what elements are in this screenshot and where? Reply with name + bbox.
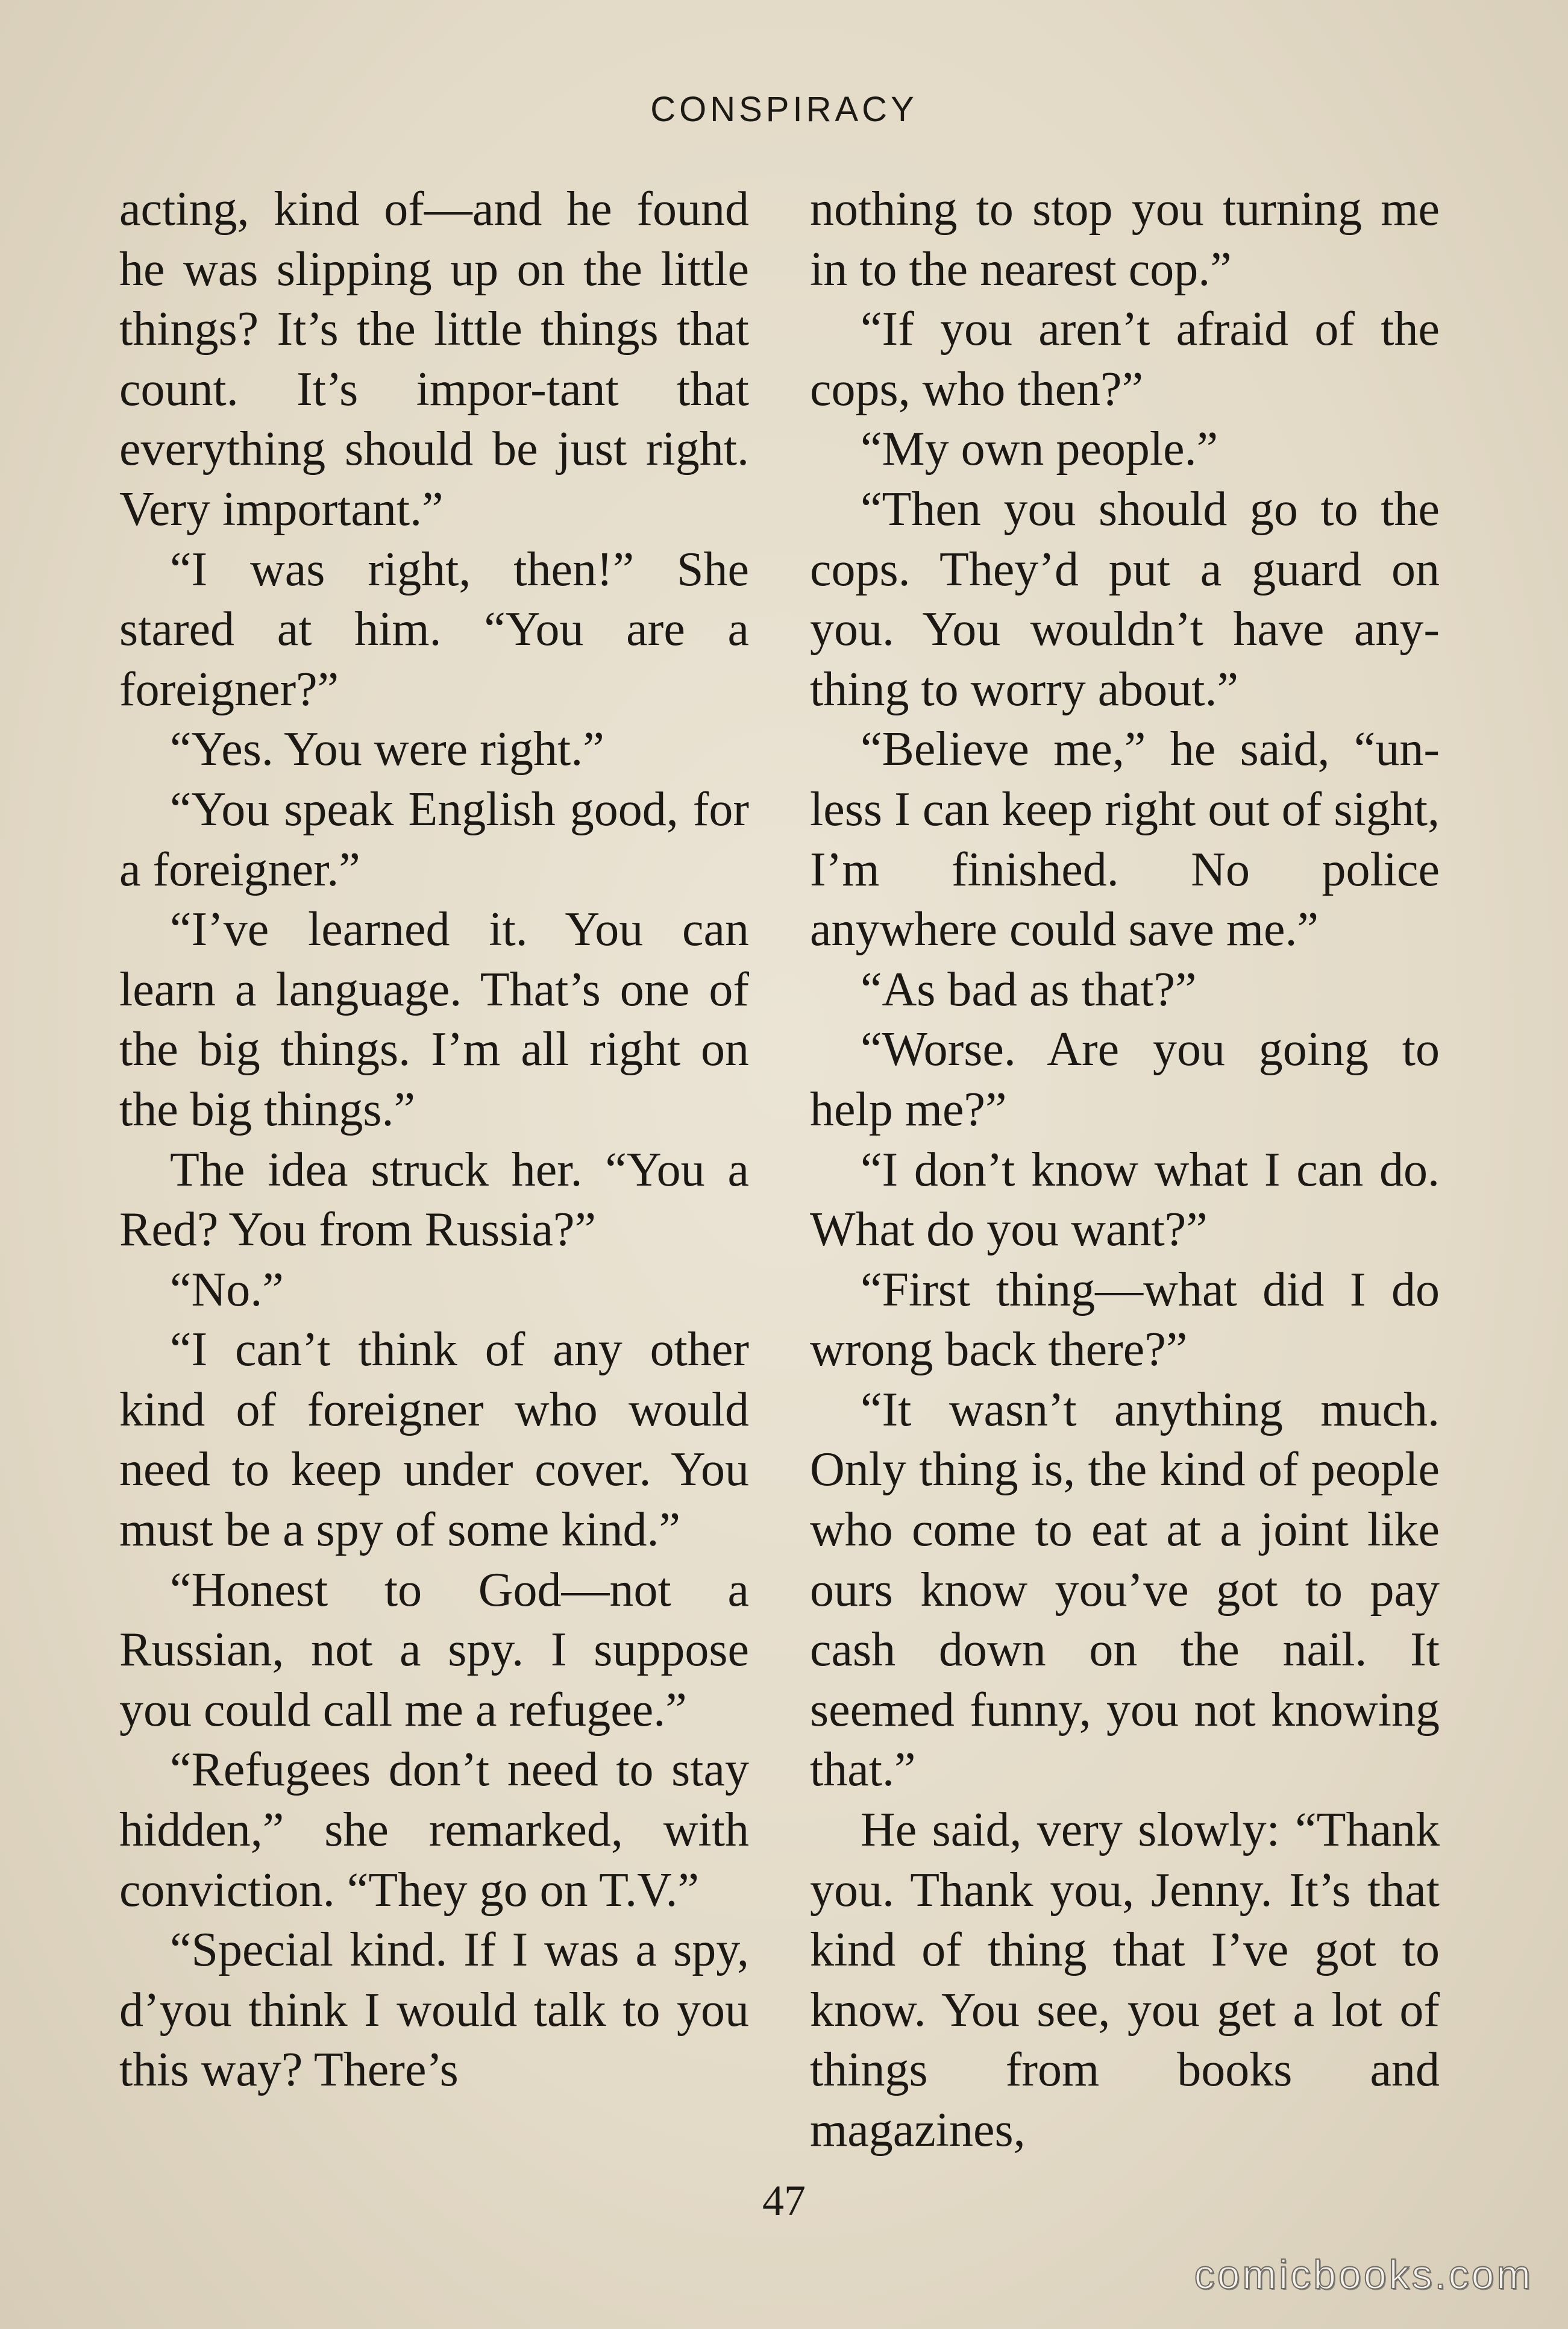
paragraph: “As bad as that?” bbox=[861, 963, 1197, 1016]
paragraph: “You speak English good, for a foreigner.” bbox=[119, 782, 749, 896]
paragraph: “Yes. You were right.” bbox=[170, 723, 604, 776]
right-column bbox=[810, 180, 1440, 2161]
paragraph: “I can’t think of any other kind of foreigner who would need to keep under cover. You must be a spy of some kind.” bbox=[119, 1323, 749, 1557]
paragraph: “It wasn’t anything much. Only thing is, the kind of people who come to eat at a joint like ours know you’ve got to pay cash down on the nail. It seemed funny, you not knowing that.” bbox=[810, 1383, 1440, 1797]
paragraph: “I’ve learned it. You can learn a language. That’s one of the big things. I’m all right on the big things.” bbox=[119, 903, 749, 1136]
paragraph: “If you aren’t afraid of the cops, who then?” bbox=[810, 303, 1440, 416]
paragraph: acting, kind of—and he found he was slipping up on the little things? It’s the little things that count. It’s impor-tant that everything should be just right. Very important.” bbox=[119, 183, 749, 536]
paragraph: “No.” bbox=[170, 1263, 284, 1316]
paragraph: He said, very slowly: “Thank you. Thank you, Jenny. It’s that kind of thing that I’ve got to know. You see, you get a lot of things from books and magazines, bbox=[810, 1803, 1440, 2157]
running-head: CONSPIRACY bbox=[650, 90, 918, 129]
watermark: comicbooks.com bbox=[1194, 2252, 1533, 2298]
paragraph: “Special kind. If I was a spy, d’you think I would talk to you this way? There’s bbox=[119, 1923, 749, 2097]
paragraph: “First thing—what did I do wrong back there?” bbox=[810, 1263, 1440, 1377]
page-number: 47 bbox=[762, 2177, 806, 2225]
paragraph: “I was right, then!” She stared at him. “You are a foreigner?” bbox=[119, 542, 749, 716]
left-column bbox=[119, 180, 749, 2101]
paragraph: “Worse. Are you going to help me?” bbox=[810, 1023, 1440, 1136]
paragraph: “I don’t know what I can do. What do you want?” bbox=[810, 1143, 1440, 1257]
paragraph: “Believe me,” he said, “un-less I can keep right out of sight, I’m finished. No police anywhere could save me.” bbox=[810, 723, 1440, 957]
paragraph: The idea struck her. “You a Red? You from Russia?” bbox=[119, 1143, 749, 1257]
paragraph: “My own people.” bbox=[861, 423, 1218, 476]
paragraph: “Honest to God—not a Russian, not a spy. I suppose you could call me a refugee.” bbox=[119, 1563, 749, 1737]
paragraph: nothing to stop you turning me in to the nearest cop.” bbox=[810, 183, 1440, 296]
paragraph: “Refugees don’t need to stay hidden,” she remarked, with conviction. “They go on T.V.” bbox=[119, 1743, 749, 1917]
paragraph: “Then you should go to the cops. They’d put a guard on you. You wouldn’t have any-thing to worry about.” bbox=[810, 482, 1440, 716]
